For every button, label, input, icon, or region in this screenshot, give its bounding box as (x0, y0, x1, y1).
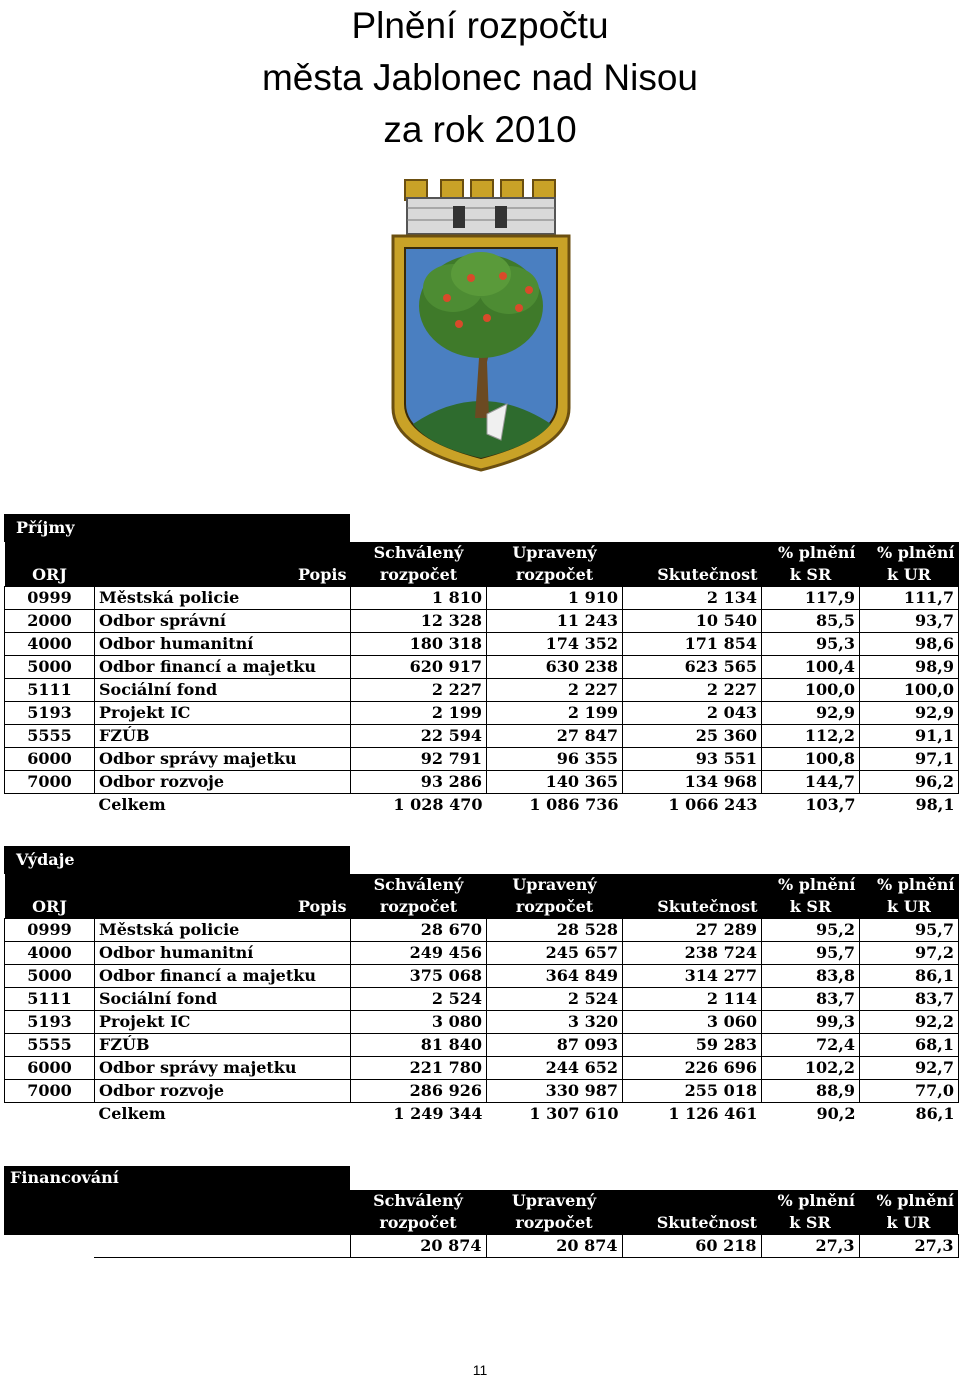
cell-upraveny: 244 652 (487, 1057, 623, 1080)
cell-skutecnost: 2 043 (623, 702, 762, 725)
header-plneni-sr-2: k SR (761, 1212, 859, 1235)
cell-plneni-ur: 97,1 (860, 748, 959, 771)
cell-skutecnost: 226 696 (623, 1057, 762, 1080)
cell-upraveny: 11 243 (487, 610, 623, 633)
cell-popis: Sociální fond (95, 988, 351, 1011)
cell-upraveny: 245 657 (487, 942, 623, 965)
cell-plneni-ur: 93,7 (860, 610, 959, 633)
cell-schvaleny: 2 227 (351, 679, 487, 702)
prijmy-label: Příjmy (4, 514, 350, 542)
total-cell-plneni-ur: 86,1 (915, 1104, 955, 1123)
title-line-2: města Jablonec nad Nisou (261, 57, 699, 98)
cell-skutecnost: 623 565 (623, 656, 762, 679)
prijmy-table (4, 542, 959, 816)
cell-skutecnost: 238 724 (623, 942, 762, 965)
header-schvaleny-1: Schválený (351, 874, 487, 896)
cell-upraveny: 364 849 (487, 965, 623, 988)
page-number: 11 (472, 1362, 488, 1378)
cell-popis: Městská policie (95, 919, 351, 942)
cell-popis: FZÚB (95, 725, 351, 748)
cell-skutecnost: 255 018 (623, 1080, 762, 1103)
cell-orj: 6000 (5, 748, 95, 771)
cell-schvaleny: 20 874 (350, 1235, 486, 1258)
header-schvaleny-2: rozpočet (351, 896, 487, 919)
title-line-1: Plnění rozpočtu (351, 5, 609, 46)
table-row (5, 587, 959, 610)
header-plneni-ur-1: % plnění (859, 1190, 958, 1212)
table-row (5, 748, 959, 771)
cell-plneni-ur: 96,2 (860, 771, 959, 794)
total-cell-popis: Celkem (98, 1104, 166, 1123)
cell-skutecnost: 60 218 (622, 1235, 761, 1258)
header-plneni-sr-2: k SR (762, 564, 860, 587)
header-plneni-ur-1: % plnění (860, 542, 959, 564)
cell-schvaleny: 620 917 (351, 656, 487, 679)
cell-plneni-sr: 85,5 (762, 610, 860, 633)
cell-orj: 7000 (5, 1080, 95, 1103)
cell-upraveny: 2 524 (487, 988, 623, 1011)
cell-skutecnost: 59 283 (623, 1034, 762, 1057)
table-row (5, 771, 959, 794)
header-upraveny-2: rozpočet (487, 564, 623, 587)
cell-schvaleny: 81 840 (351, 1034, 487, 1057)
cell-plneni-sr: 100,8 (762, 748, 860, 771)
header-orj: ORJ (5, 564, 95, 587)
header-plneni-sr-1: % plnění (762, 874, 860, 896)
cell-plneni-sr: 99,3 (762, 1011, 860, 1034)
cell-schvaleny: 93 286 (351, 771, 487, 794)
cell-upraveny: 174 352 (487, 633, 623, 656)
title-line-3: za rok 2010 (383, 109, 577, 150)
cell-schvaleny: 28 670 (351, 919, 487, 942)
vydaje-table (4, 874, 959, 1125)
cell-plneni-ur: 111,7 (860, 587, 959, 610)
cell-orj: 4000 (5, 942, 95, 965)
financovani-label: Financování (4, 1166, 350, 1190)
cell-popis: Odbor rozvoje (95, 1080, 351, 1103)
cell-popis: Odbor financí a majetku (95, 965, 351, 988)
cell-skutecnost: 171 854 (623, 633, 762, 656)
header-schvaleny-2: rozpočet (350, 1212, 486, 1235)
cell-upraveny: 140 365 (487, 771, 623, 794)
header-skutecnost: Skutečnost (623, 896, 762, 919)
table-row (4, 1235, 958, 1258)
cell-skutecnost: 93 551 (623, 748, 762, 771)
page-title (0, 0, 960, 156)
cell-popis: Odbor správy majetku (95, 1057, 351, 1080)
cell-orj: 0999 (5, 919, 95, 942)
cell-upraveny: 3 320 (487, 1011, 623, 1034)
table-row (5, 679, 959, 702)
cell-upraveny: 96 355 (487, 748, 623, 771)
cell-popis: Odbor financí a majetku (95, 656, 351, 679)
table-row (5, 965, 959, 988)
cell-plneni-sr: 95,3 (762, 633, 860, 656)
cell-plneni-sr: 92,9 (762, 702, 860, 725)
cell-plneni-ur: 68,1 (860, 1034, 959, 1057)
cell-plneni-sr: 112,2 (762, 725, 860, 748)
header-schvaleny-2: rozpočet (351, 564, 487, 587)
cell-plneni-sr: 117,9 (762, 587, 860, 610)
total-row (5, 794, 959, 817)
header-plneni-ur-1: % plnění (860, 874, 959, 896)
header-schvaleny-1: Schválený (351, 542, 487, 564)
cell-plneni-ur: 92,9 (860, 702, 959, 725)
header-popis: Popis (95, 564, 351, 587)
cell-popis: Projekt IC (95, 1011, 351, 1034)
header-plneni-sr-1: % plnění (762, 542, 860, 564)
cell-plneni-ur: 83,7 (860, 988, 959, 1011)
table-row (5, 656, 959, 679)
header-skutecnost: Skutečnost (622, 1212, 761, 1235)
cell-plneni-sr: 72,4 (762, 1034, 860, 1057)
cell-upraveny: 20 874 (486, 1235, 622, 1258)
cell-upraveny: 2 199 (487, 702, 623, 725)
cell-schvaleny: 92 791 (351, 748, 487, 771)
cell-popis: Projekt IC (95, 702, 351, 725)
cell-upraveny: 330 987 (487, 1080, 623, 1103)
cell-upraveny: 87 093 (487, 1034, 623, 1057)
total-cell-skutecnost: 1 126 461 (668, 1104, 758, 1123)
table-row (5, 919, 959, 942)
cell-popis: Odbor správní (95, 610, 351, 633)
cell-skutecnost: 2 134 (623, 587, 762, 610)
cell-plneni-sr: 95,2 (762, 919, 860, 942)
cell-orj: 6000 (5, 1057, 95, 1080)
header-upraveny-1: Upravený (486, 1190, 622, 1212)
header-plneni-ur-2: k UR (860, 896, 959, 919)
cell-plneni-sr: 144,7 (762, 771, 860, 794)
cell-popis: Odbor humanitní (95, 942, 351, 965)
cell-plneni-sr: 88,9 (762, 1080, 860, 1103)
cell-plneni-ur: 77,0 (860, 1080, 959, 1103)
header-upraveny-2: rozpočet (487, 896, 623, 919)
cell-popis: Odbor správy majetku (95, 748, 351, 771)
cell-skutecnost: 10 540 (623, 610, 762, 633)
cell-plneni-sr: 100,4 (762, 656, 860, 679)
table-row (5, 1080, 959, 1103)
header-skutecnost: Skutečnost (623, 564, 762, 587)
cell-popis: Odbor rozvoje (95, 771, 351, 794)
cell-schvaleny: 180 318 (351, 633, 487, 656)
cell-orj: 5193 (5, 702, 95, 725)
cell-orj: 2000 (5, 610, 95, 633)
prijmy-label-bar (4, 514, 958, 542)
cell-plneni-ur: 95,7 (860, 919, 959, 942)
total-cell-schvaleny: 1 249 344 (393, 1104, 483, 1123)
cell-schvaleny: 3 080 (351, 1011, 487, 1034)
cell-schvaleny: 375 068 (351, 965, 487, 988)
total-cell-popis: Celkem (98, 795, 166, 814)
cell-skutecnost: 2 227 (623, 679, 762, 702)
cell-upraveny: 2 227 (487, 679, 623, 702)
cell-upraveny: 27 847 (487, 725, 623, 748)
cell-plneni-ur: 86,1 (860, 965, 959, 988)
cell-orj: 7000 (5, 771, 95, 794)
cell-orj: 5555 (5, 725, 95, 748)
table-row (5, 702, 959, 725)
cell-orj: 5000 (5, 965, 95, 988)
cell-schvaleny: 1 810 (351, 587, 487, 610)
cell-skutecnost: 2 114 (623, 988, 762, 1011)
header-plneni-sr-1: % plnění (761, 1190, 859, 1212)
total-cell-skutecnost: 1 066 243 (668, 795, 758, 814)
header-plneni-ur-2: k UR (859, 1212, 958, 1235)
cell-plneni-ur: 91,1 (860, 725, 959, 748)
table-row (5, 610, 959, 633)
cell-upraveny: 1 910 (487, 587, 623, 610)
header-orj: ORJ (5, 896, 95, 919)
vydaje-label-bar (4, 846, 958, 874)
total-cell-upraveny: 1 307 610 (529, 1104, 619, 1123)
cell-schvaleny: 22 594 (351, 725, 487, 748)
total-cell-plneni-sr: 90,2 (816, 1104, 856, 1123)
cell-plneni-ur: 98,6 (860, 633, 959, 656)
table-row (5, 942, 959, 965)
total-cell-upraveny: 1 086 736 (529, 795, 619, 814)
cell-orj: 5193 (5, 1011, 95, 1034)
cell-plneni-sr: 102,2 (762, 1057, 860, 1080)
cell-schvaleny: 249 456 (351, 942, 487, 965)
header-upraveny-1: Upravený (487, 874, 623, 896)
cell-plneni-sr: 83,8 (762, 965, 860, 988)
cell-skutecnost: 25 360 (623, 725, 762, 748)
cell-upraveny: 28 528 (487, 919, 623, 942)
cell-popis: Městská policie (95, 587, 351, 610)
cell-skutecnost: 3 060 (623, 1011, 762, 1034)
header-schvaleny-1: Schválený (350, 1190, 486, 1212)
financovani-label-bar (4, 1166, 958, 1190)
financovani-table (4, 1190, 959, 1258)
cell-plneni-ur: 98,9 (860, 656, 959, 679)
header-plneni-sr-2: k SR (762, 896, 860, 919)
cell-popis: Odbor humanitní (95, 633, 351, 656)
cell-plneni-ur: 92,7 (860, 1057, 959, 1080)
cell-popis: FZÚB (95, 1034, 351, 1057)
cell-plneni-ur: 92,2 (860, 1011, 959, 1034)
cell-plneni-ur: 97,2 (860, 942, 959, 965)
cell-orj: 4000 (5, 633, 95, 656)
cell-orj: 0999 (5, 587, 95, 610)
financovani-section (4, 1166, 958, 1258)
cell-plneni-ur: 27,3 (859, 1235, 958, 1258)
cell-orj: 5111 (5, 988, 95, 1011)
cell-skutecnost: 314 277 (623, 965, 762, 988)
table-row (5, 1011, 959, 1034)
table-row (5, 1034, 959, 1057)
total-cell-plneni-ur: 98,1 (915, 795, 955, 814)
table-row (5, 725, 959, 748)
table-row (5, 988, 959, 1011)
cell-plneni-sr: 27,3 (761, 1235, 859, 1258)
cell-skutecnost: 134 968 (623, 771, 762, 794)
cell-schvaleny: 12 328 (351, 610, 487, 633)
table-row (5, 1057, 959, 1080)
cell-schvaleny: 286 926 (351, 1080, 487, 1103)
total-cell-plneni-sr: 103,7 (805, 795, 856, 814)
cell-schvaleny: 221 780 (351, 1057, 487, 1080)
cell-orj: 5111 (5, 679, 95, 702)
header-upraveny-2: rozpočet (486, 1212, 622, 1235)
cell-orj: 5000 (5, 656, 95, 679)
cell-plneni-sr: 83,7 (762, 988, 860, 1011)
cell-orj: 5555 (5, 1034, 95, 1057)
cell-upraveny: 630 238 (487, 656, 623, 679)
cell-schvaleny: 2 524 (351, 988, 487, 1011)
vydaje-label: Výdaje (4, 846, 350, 874)
header-popis: Popis (95, 896, 351, 919)
prijmy-section (4, 514, 958, 816)
total-cell-schvaleny: 1 028 470 (393, 795, 483, 814)
cell-popis: Sociální fond (95, 679, 351, 702)
header-plneni-ur-2: k UR (860, 564, 959, 587)
header-upraveny-1: Upravený (487, 542, 623, 564)
cell-schvaleny: 2 199 (351, 702, 487, 725)
cell-plneni-sr: 100,0 (762, 679, 860, 702)
vydaje-section (4, 846, 958, 1125)
cell-plneni-ur: 100,0 (860, 679, 959, 702)
table-row (5, 633, 959, 656)
cell-plneni-sr: 95,7 (762, 942, 860, 965)
cell-skutecnost: 27 289 (623, 919, 762, 942)
city-coat-of-arms-tree-icon (383, 178, 579, 476)
total-row (5, 1103, 959, 1126)
